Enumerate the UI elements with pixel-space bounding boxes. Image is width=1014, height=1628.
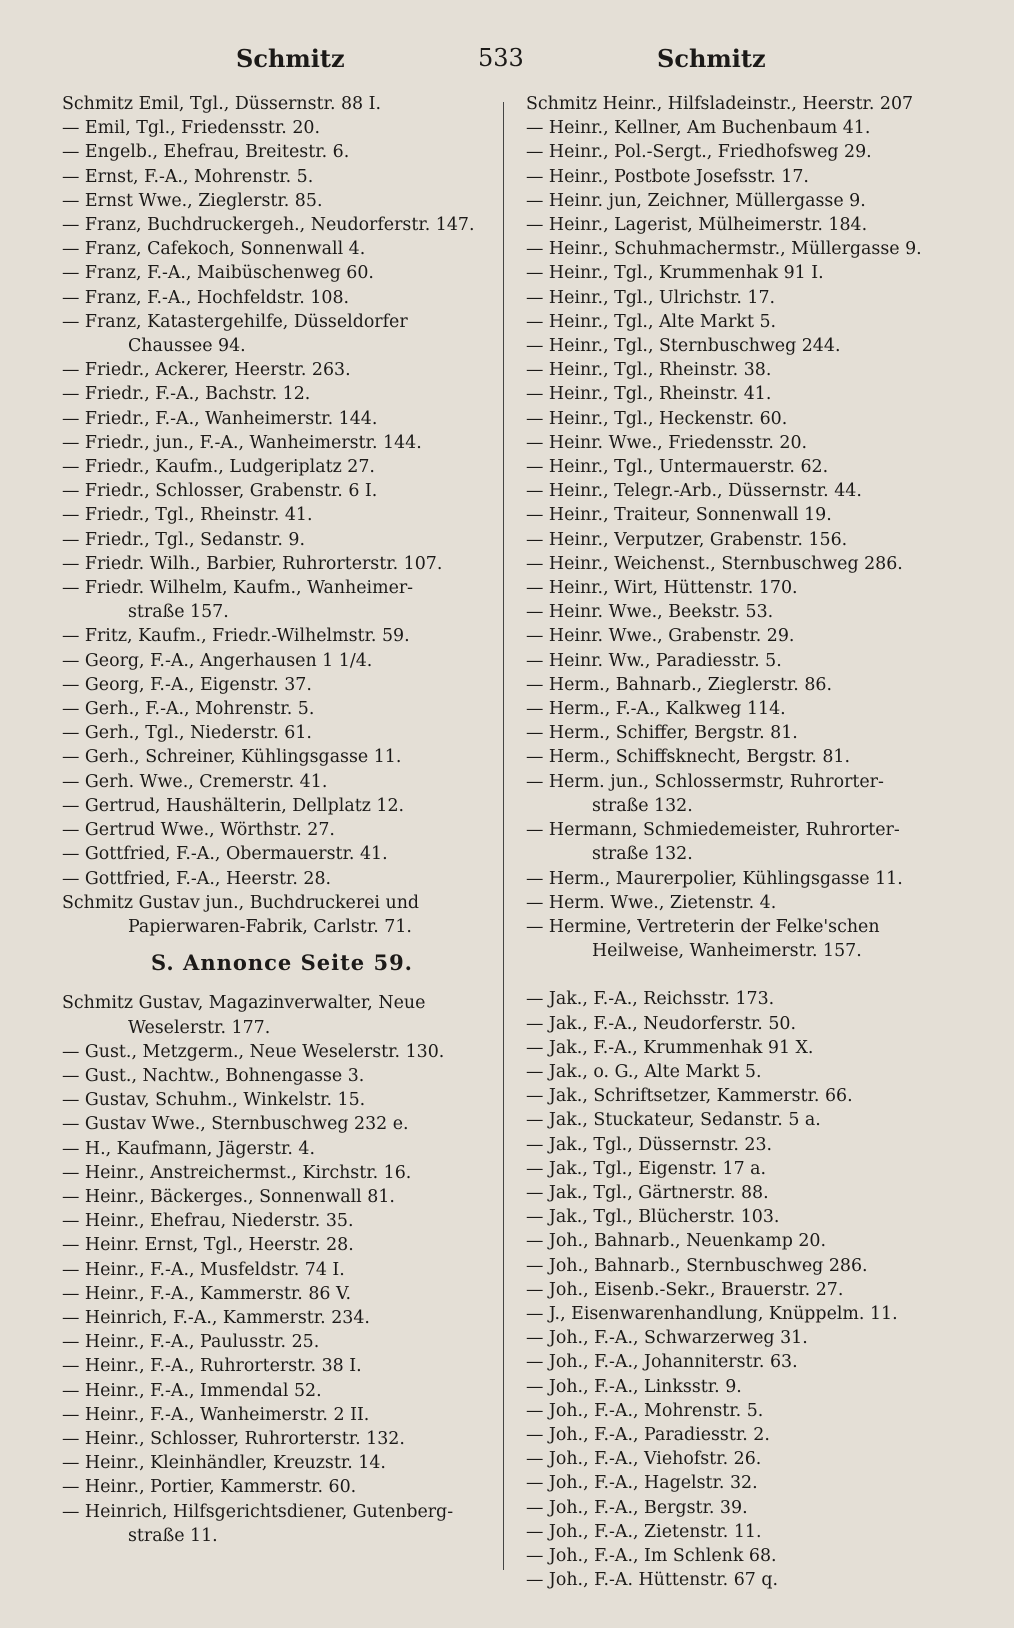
directory-entry-line: — Franz, Buchdruckergeh., Neudorferstr. 147. — [62, 215, 475, 236]
running-head-right: Schmitz — [657, 44, 766, 73]
directory-entry-line: — Friedr., Schlosser, Grabenstr. 6 I. — [62, 481, 378, 502]
directory-entry-line: — Jak., Tgl., Eigenstr. 17 a. — [526, 1158, 767, 1179]
directory-entry-line: — Heinr., Tgl., Ulrichstr. 17. — [526, 287, 776, 308]
directory-entry-line: — Joh., F.-A., Bergstr. 39. — [526, 1497, 748, 1518]
directory-entry-line: — J., Eisenwarenhandlung, Knüppelm. 11. — [526, 1303, 898, 1324]
directory-entry-line: straße 157. — [128, 602, 229, 623]
directory-entry-line: — Heinr., F.-A., Wanheimerstr. 2 II. — [62, 1404, 370, 1425]
directory-entry-line: — Heinr., Postbote Josefsstr. 17. — [526, 166, 809, 187]
directory-entry-line: — Friedr. Wilh., Barbier, Ruhrorterstr. 107. — [62, 553, 443, 574]
directory-entry-line: — Friedr., Kaufm., Ludgeriplatz 27. — [62, 457, 375, 478]
directory-entry-line: — Heinr., Tgl., Alte Markt 5. — [526, 311, 777, 332]
directory-entry-line: — Heinr., Lagerist, Mülheimerstr. 184. — [526, 215, 868, 236]
directory-entry-line: — Herm., Schiffsknecht, Bergstr. 81. — [526, 747, 851, 768]
directory-entry-line: — Heinr., Anstreichermst., Kirchstr. 16. — [62, 1162, 412, 1183]
directory-entry-line: — Joh., F.-A., Schwarzerweg 31. — [526, 1328, 808, 1349]
directory-entry-line: — Emil, Tgl., Friedensstr. 20. — [62, 118, 320, 139]
directory-entry-line: — Joh., F.-A., Mohrenstr. 5. — [526, 1400, 764, 1421]
directory-entry-line: — Joh., F.-A., Viehofstr. 26. — [526, 1449, 762, 1470]
directory-entry-line: — Franz, F.-A., Hochfeldstr. 108. — [62, 287, 350, 308]
directory-entry-line: Papierwaren-Fabrik, Carlstr. 71. — [128, 916, 412, 937]
directory-entry-line: — Joh., Bahnarb., Neuenkamp 20. — [526, 1231, 827, 1252]
directory-entry-line: — Herm. jun., Schlossermstr, Ruhrorter- — [526, 771, 884, 792]
directory-entry-line: — Heinr. Wwe., Grabenstr. 29. — [526, 626, 795, 647]
directory-entry-line: — Heinr., Tgl., Sternbuschweg 244. — [526, 336, 841, 357]
directory-entry-line: — Franz, F.-A., Maibüschenweg 60. — [62, 263, 374, 284]
directory-entry-line: — Heinr., Kleinhändler, Kreuzstr. 14. — [62, 1453, 386, 1474]
directory-entry-line: — Friedr., F.-A., Bachstr. 12. — [62, 384, 311, 405]
directory-entry-line: — Friedr., Tgl., Sedanstr. 9. — [62, 529, 306, 550]
directory-entry-line: — Georg, F.-A., Angerhausen 1 1/4. — [62, 650, 373, 671]
directory-entry-line: — Heinrich, F.-A., Kammerstr. 234. — [62, 1307, 370, 1328]
directory-entry-line: Schmitz Heinr., Hilfsladeinstr., Heerstr. 207 — [526, 94, 914, 114]
directory-entry-line: — Gottfried, F.-A., Heerstr. 28. — [62, 868, 332, 889]
directory-entry-line: — Jak., Stuckateur, Sedanstr. 5 a. — [526, 1110, 821, 1131]
directory-entry-line: — Herm. Wwe., Zietenstr. 4. — [526, 892, 777, 913]
directory-entry-line: Heilweise, Wanheimerstr. 157. — [592, 941, 862, 962]
directory-entry-line: — Heinr., Tgl., Krummenhak 91 I. — [526, 263, 824, 284]
directory-entry-line: — Friedr., Ackerer, Heerstr. 263. — [62, 360, 351, 381]
directory-entry-line: — Herm., Maurerpolier, Kühlingsgasse 11. — [526, 868, 903, 889]
directory-entry-line: — Joh., F.-A., Paradiesstr. 2. — [526, 1424, 770, 1445]
directory-entry-line: — Jak., o. G., Alte Markt 5. — [526, 1061, 762, 1082]
directory-entry-line: — Herm., F.-A., Kalkweg 114. — [526, 699, 786, 720]
directory-entry-line: — Jak., F.-A., Krummenhak 91 X. — [526, 1037, 814, 1058]
page-number: 533 — [478, 44, 524, 72]
directory-entry-line: Weselerstr. 177. — [128, 1017, 271, 1038]
directory-entry-line: — Gustav, Schuhm., Winkelstr. 15. — [62, 1090, 366, 1111]
directory-entry-line: — Joh., Bahnarb., Sternbuschweg 286. — [526, 1255, 868, 1276]
directory-entry-line: — Heinr. jun, Zeichner, Müllergasse 9. — [526, 190, 866, 211]
directory-entry-line: — Joh., F.-A., Zietenstr. 11. — [526, 1521, 762, 1542]
directory-entry-line: — Gertrud, Haushälterin, Dellplatz 12. — [62, 795, 405, 816]
directory-entry-line: — Gust., Nachtw., Bohnengasse 3. — [62, 1065, 365, 1086]
directory-entry-line: Chaussee 94. — [128, 336, 246, 357]
directory-entry-line: — Heinr., Tgl., Rheinstr. 41. — [526, 384, 772, 405]
directory-entry-line: — Joh., F.-A., Hagelstr. 32. — [526, 1473, 758, 1494]
directory-entry-line: — Heinr., Weichenst., Sternbuschweg 286. — [526, 553, 903, 574]
directory-entry-line: — Franz, Katastergehilfe, Düsseldorfer — [62, 311, 408, 332]
directory-entry-line: — Gerh., Schreiner, Kühlingsgasse 11. — [62, 747, 402, 768]
directory-entry-line: — Engelb., Ehefrau, Breitestr. 6. — [62, 142, 350, 163]
column-divider — [503, 102, 504, 1570]
left-column — [62, 92, 502, 1548]
directory-entry-line: — Jak., Tgl., Düssernstr. 23. — [526, 1134, 773, 1155]
directory-entry-line: — H., Kaufmann, Jägerstr. 4. — [62, 1138, 316, 1159]
directory-entry-line: — Gerh., F.-A., Mohrenstr. 5. — [62, 699, 315, 720]
directory-entry-line: — Ernst Wwe., Zieglerstr. 85. — [62, 190, 323, 211]
directory-entry-line: — Friedr., F.-A., Wanheimerstr. 144. — [62, 408, 378, 429]
directory-entry-line: — Fritz, Kaufm., Friedr.-Wilhelmstr. 59. — [62, 626, 410, 647]
spacer — [526, 963, 966, 987]
directory-entry-line: — Heinr., Kellner, Am Buchenbaum 41. — [526, 118, 871, 139]
directory-entry-line: Schmitz Emil, Tgl., Düssernstr. 88 I. — [62, 94, 382, 114]
running-head-left: Schmitz — [236, 44, 345, 73]
directory-entry-line: — Heinr. Wwe., Beekstr. 53. — [526, 602, 774, 623]
directory-entry-line: — Heinr., Telegr.-Arb., Düssernstr. 44. — [526, 481, 862, 502]
advert-reference: S. Annonce Seite 59. — [150, 950, 413, 976]
directory-entry-line: — Gust., Metzgerm., Neue Weselerstr. 130. — [62, 1041, 445, 1062]
directory-entry-line: — Jak., Schriftsetzer, Kammerstr. 66. — [526, 1086, 853, 1107]
directory-entry-line: — Herm., Schiffer, Bergstr. 81. — [526, 723, 798, 744]
directory-entry-line: — Gerh., Tgl., Niederstr. 61. — [62, 723, 312, 744]
directory-entry-line: — Heinr., Tgl., Heckenstr. 60. — [526, 408, 788, 429]
directory-entry-line: — Gottfried, F.-A., Obermauerstr. 41. — [62, 844, 388, 865]
directory-entry-line: — Herm., Bahnarb., Zieglerstr. 86. — [526, 674, 832, 695]
directory-entry-line: — Joh., F.-A., Johanniterstr. 63. — [526, 1352, 798, 1373]
directory-entry-line: — Heinr., Traiteur, Sonnenwall 19. — [526, 505, 832, 526]
directory-entry-line: — Franz, Cafekoch, Sonnenwall 4. — [62, 239, 366, 260]
directory-entry-line: — Heinrich, Hilfsgerichtsdiener, Gutenberg- — [62, 1501, 454, 1522]
directory-entry-line: — Heinr., Verputzer, Grabenstr. 156. — [526, 529, 848, 550]
directory-entry-line: — Heinr., Bäckerges., Sonnenwall 81. — [62, 1186, 395, 1207]
directory-entry-line: — Hermine, Vertreterin der Felke'schen — [526, 916, 880, 937]
directory-entry-line: — Heinr., Wirt, Hüttenstr. 170. — [526, 578, 798, 599]
directory-entry-line: — Heinr., Tgl., Rheinstr. 38. — [526, 360, 772, 381]
directory-entry-line: — Heinr., Ehefrau, Niederstr. 35. — [62, 1211, 354, 1232]
directory-entry-line: — Heinr. Ernst, Tgl., Heerstr. 28. — [62, 1235, 354, 1256]
directory-entry-line: straße 132. — [592, 844, 693, 865]
directory-entry-line: — Heinr., Pol.-Sergt., Friedhofsweg 29. — [526, 142, 872, 163]
directory-entry-line: — Heinr. Wwe., Friedensstr. 20. — [526, 432, 808, 453]
directory-entry-line: — Heinr., F.-A., Ruhrorterstr. 38 I. — [62, 1356, 362, 1377]
directory-entry-line: — Heinr., Schlosser, Ruhrorterstr. 132. — [62, 1428, 405, 1449]
directory-entry-line: — Joh., F.-A., Im Schlenk 68. — [526, 1545, 777, 1566]
directory-entry-line: — Heinr., F.-A., Musfeldstr. 74 I. — [62, 1259, 345, 1280]
directory-entry-line: — Jak., F.-A., Reichsstr. 173. — [526, 989, 775, 1010]
directory-entry-line: — Georg, F.-A., Eigenstr. 37. — [62, 674, 312, 695]
directory-entry-line: — Gerh. Wwe., Cremerstr. 41. — [62, 771, 328, 792]
directory-entry-line: — Heinr., Portier, Kammerstr. 60. — [62, 1477, 357, 1498]
right-column — [526, 92, 966, 1592]
directory-entry-line: — Friedr., Tgl., Rheinstr. 41. — [62, 505, 313, 526]
directory-entry-line: — Heinr., F.-A., Immendal 52. — [62, 1380, 322, 1401]
directory-entry-line: straße 11. — [128, 1525, 218, 1546]
directory-entry-line: — Heinr., F.-A., Paulusstr. 25. — [62, 1332, 320, 1353]
directory-entry-line: — Jak., F.-A., Neudorferstr. 50. — [526, 1013, 796, 1034]
directory-entry-line: — Joh., F.-A. Hüttenstr. 67 q. — [526, 1570, 779, 1591]
directory-entry-line: straße 132. — [592, 795, 693, 816]
directory-entry-line: Schmitz Gustav, Magazinverwalter, Neue — [62, 993, 426, 1014]
directory-entry-line: — Gustav Wwe., Sternbuschweg 232 e. — [62, 1114, 409, 1135]
directory-entry-line: — Heinr., F.-A., Kammerstr. 86 V. — [62, 1283, 352, 1304]
directory-entry-line: Schmitz Gustav jun., Buchdruckerei und — [62, 892, 420, 913]
directory-entry-line: — Joh., F.-A., Linksstr. 9. — [526, 1376, 742, 1397]
directory-entry-line: — Ernst, F.-A., Mohrenstr. 5. — [62, 166, 314, 187]
directory-entry-line: — Friedr., jun., F.-A., Wanheimerstr. 144. — [62, 432, 422, 453]
directory-entry-line: — Friedr. Wilhelm, Kaufm., Wanheimer- — [62, 578, 414, 599]
directory-entry-line: — Jak., Tgl., Blücherstr. 103. — [526, 1207, 780, 1228]
directory-entry-line: — Jak., Tgl., Gärtnerstr. 88. — [526, 1182, 769, 1203]
directory-entry-line: — Gertrud Wwe., Wörthstr. 27. — [62, 820, 335, 841]
directory-entry-line: — Joh., Eisenb.-Sekr., Brauerstr. 27. — [526, 1279, 844, 1300]
directory-entry-line: — Hermann, Schmiedemeister, Ruhrorter- — [526, 820, 900, 841]
directory-entry-line: — Heinr. Ww., Paradiesstr. 5. — [526, 650, 782, 671]
directory-entry-line: — Heinr., Tgl., Untermauerstr. 62. — [526, 457, 829, 478]
directory-entry-line: — Heinr., Schuhmachermstr., Müllergasse 9. — [526, 239, 922, 260]
